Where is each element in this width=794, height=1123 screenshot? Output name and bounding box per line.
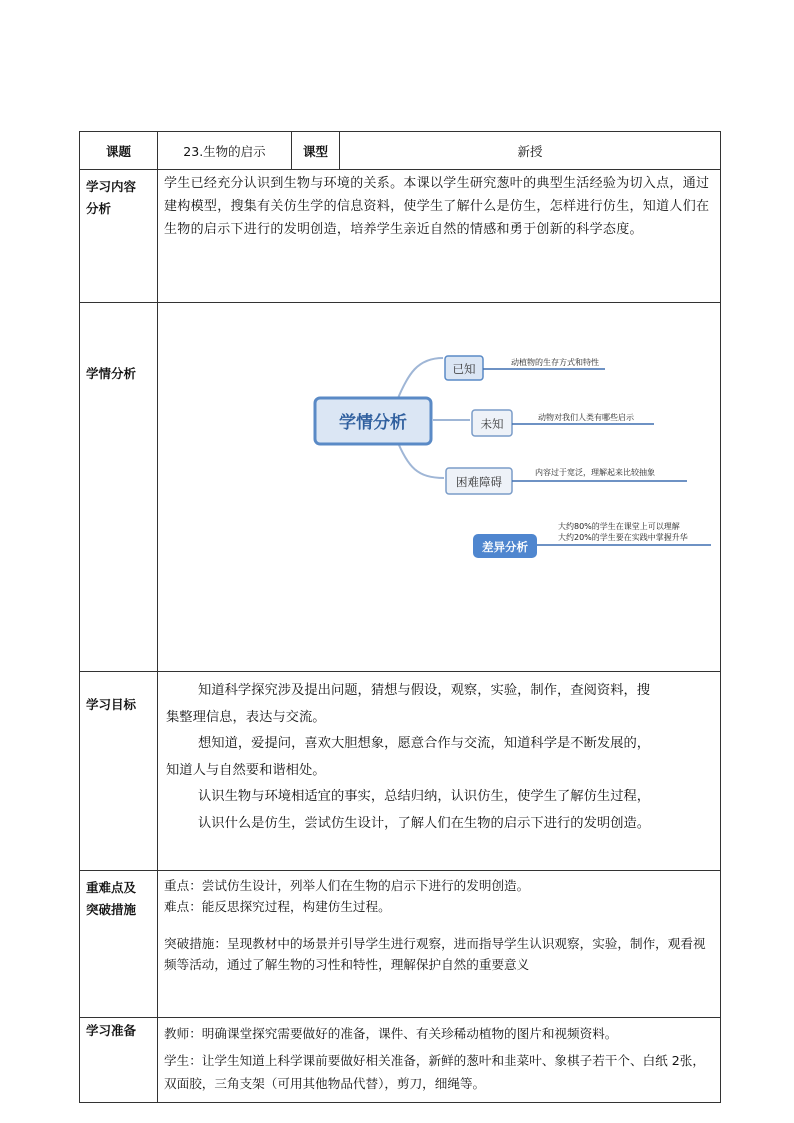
branch-unknown-text: 未知: [480, 417, 504, 431]
situation-analysis-row: [80, 303, 721, 672]
key-points-label: 重难点及 突破措施: [80, 871, 158, 1018]
key-focus: 重点：尝试仿生设计，列举人们在生物的启示下进行的发明创造。: [164, 878, 530, 893]
connector-known: [396, 358, 443, 403]
content-analysis-cell: [158, 170, 721, 303]
preparation-text: [158, 1018, 720, 1095]
goal-3a: 认识生物与环境相适宜的事实，总结归纳，认识仿生，使学生了解仿生过程，: [198, 789, 651, 804]
goal-3b: 认识什么是仿生，尝试仿生设计，了解人们在生物的启示下进行的发明创造。: [198, 815, 651, 831]
goal-1a: 知道科学探究涉及提出问题，猜想与假设，观察，实验，制作，查阅资料，搜: [198, 683, 651, 698]
type-value: 新授: [340, 132, 721, 170]
branch-difficulty-note: 内容过于宽泛，理解起来比较抽象: [535, 468, 655, 477]
goal-1b: 集整理信息，表达与交流。: [166, 709, 326, 725]
header-row: [80, 132, 721, 170]
situation-analysis-label: 学情分析: [80, 303, 158, 672]
diff-analysis-text: 差异分析: [482, 540, 528, 554]
goal-2b: 知道人与自然要和谐相处。: [166, 762, 326, 778]
mindmap: [158, 303, 718, 611]
lesson-plan-table: [79, 131, 721, 1103]
diff-analysis-note1: 大约80%的学生在课堂上可以理解: [558, 522, 680, 531]
preparation-row: [80, 1018, 721, 1103]
prep-student: 学生：让学生知道上科学课前要做好相关准备，新鲜的葱叶和韭菜叶、象棋子若干个、白纸 2张，双面胶，三角支架（可用其他物品代替），剪刀，细绳等。: [164, 1053, 705, 1091]
key-measures: 突破措施：呈现教材中的场景并引导学生进行观察，进而指导学生认识观察，实验，制作，观看视频等活动，通过了解生物的习性和特性，理解保护自然的重要意义: [164, 936, 706, 972]
branch-unknown-note: 动物对我们人类有哪些启示: [538, 413, 634, 422]
prep-teacher: 教师：明确课堂探究需要做好的准备，课件、有关珍稀动植物的图片和视频资料。: [164, 1026, 618, 1041]
mindmap-center-text: 学情分析: [339, 413, 407, 433]
goals-label: 学习目标: [80, 672, 158, 871]
goals-row: [80, 672, 721, 871]
goals-text: [158, 672, 720, 837]
goal-2a: 想知道，爱提问，喜欢大胆想象，愿意合作与交流，知道科学是不断发展的，: [198, 736, 651, 751]
mindmap-cell: [158, 303, 721, 672]
content-analysis-row: [80, 170, 721, 303]
key-points-cell: [158, 871, 721, 1018]
preparation-label: 学习准备: [80, 1018, 158, 1103]
key-points-row: [80, 871, 721, 1018]
content-analysis-label: 学习内容 分析: [80, 170, 158, 303]
goals-cell: [158, 672, 721, 871]
topic-value: 23.生物的启示: [158, 132, 292, 170]
type-label: 课型: [292, 132, 340, 170]
preparation-cell: [158, 1018, 721, 1103]
branch-difficulty-text: 困难障碍: [456, 475, 502, 489]
key-difficulty: 难点：能反思探究过程，构建仿生过程。: [164, 899, 391, 914]
topic-label: 课题: [80, 132, 158, 170]
content-analysis-text: 学生已经充分认识到生物与环境的关系。本课以学生研究葱叶的典型生活经验为切入点，通过建构模型，搜集有关仿生学的信息资料，使学生了解什么是仿生，怎样进行仿生，知道人们在生物的启示下进行的发明创造，培养学生亲近自然的情感和勇于创新的科学态度。: [164, 176, 710, 237]
branch-known-note: 动植物的生存方式和特性: [511, 358, 599, 367]
key-points-text: [158, 871, 720, 975]
diff-analysis-note2: 大约20%的学生要在实践中掌握升华: [558, 533, 688, 542]
branch-known-text: 已知: [452, 362, 476, 376]
